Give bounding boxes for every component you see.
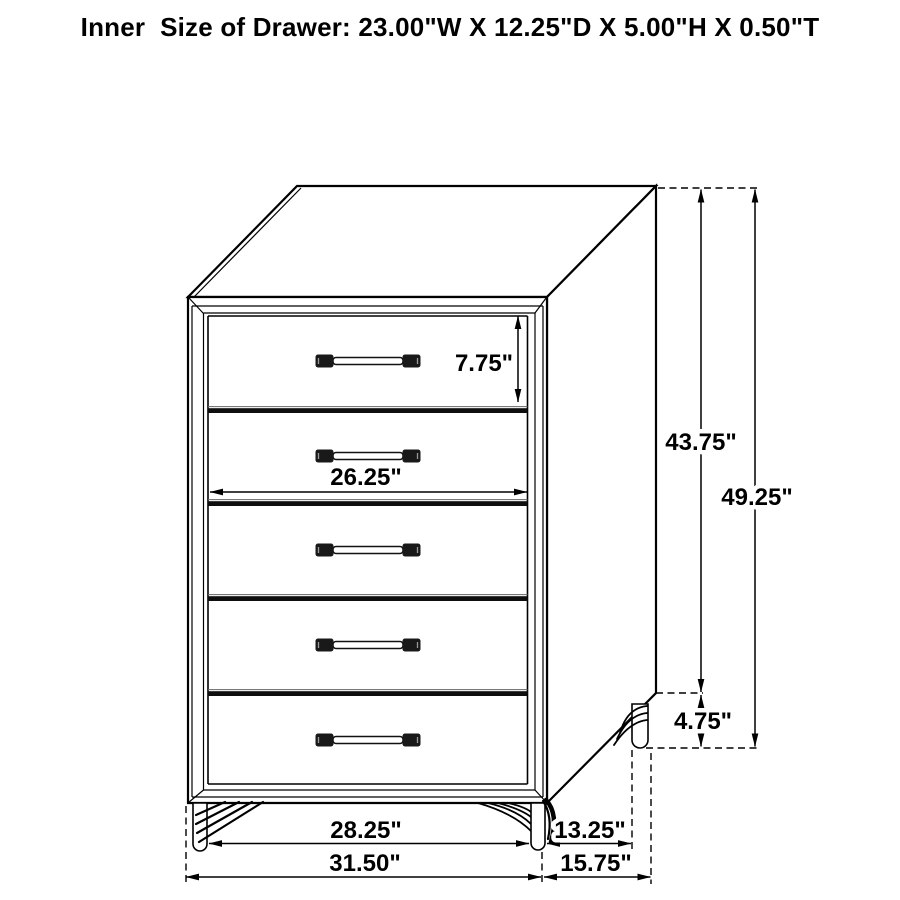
dim-overall-depth <box>544 850 651 877</box>
dim-front-width-between-legs <box>209 817 529 844</box>
dim-overall-height <box>721 190 792 747</box>
front-right-leg <box>478 800 554 850</box>
dim-label-front-width-between-legs: 28.25" <box>330 817 402 844</box>
dim-side-depth-between-legs <box>547 817 631 844</box>
dim-overall-width <box>186 850 541 877</box>
dim-label-overall-width: 31.50" <box>329 850 401 877</box>
dim-label-overall-height: 49.25" <box>721 484 793 511</box>
dim-label-overall-depth: 15.75" <box>560 850 632 877</box>
dim-case-height <box>665 190 736 693</box>
chest-drawing <box>188 186 656 851</box>
dim-label-case-height: 43.75" <box>665 429 737 456</box>
page-title: Inner Size of Drawer: 23.00"W X 12.25"D X 5.00"H X 0.50"T <box>80 12 820 42</box>
dim-label-drawer-front-height: 7.75" <box>454 350 514 377</box>
dim-label-drawer-face-width: 26.25" <box>330 464 402 491</box>
dim-leg-height <box>674 695 732 747</box>
dim-label-side-depth-between-legs: 13.25" <box>554 817 626 844</box>
dim-label-leg-height: 4.75" <box>673 708 733 735</box>
